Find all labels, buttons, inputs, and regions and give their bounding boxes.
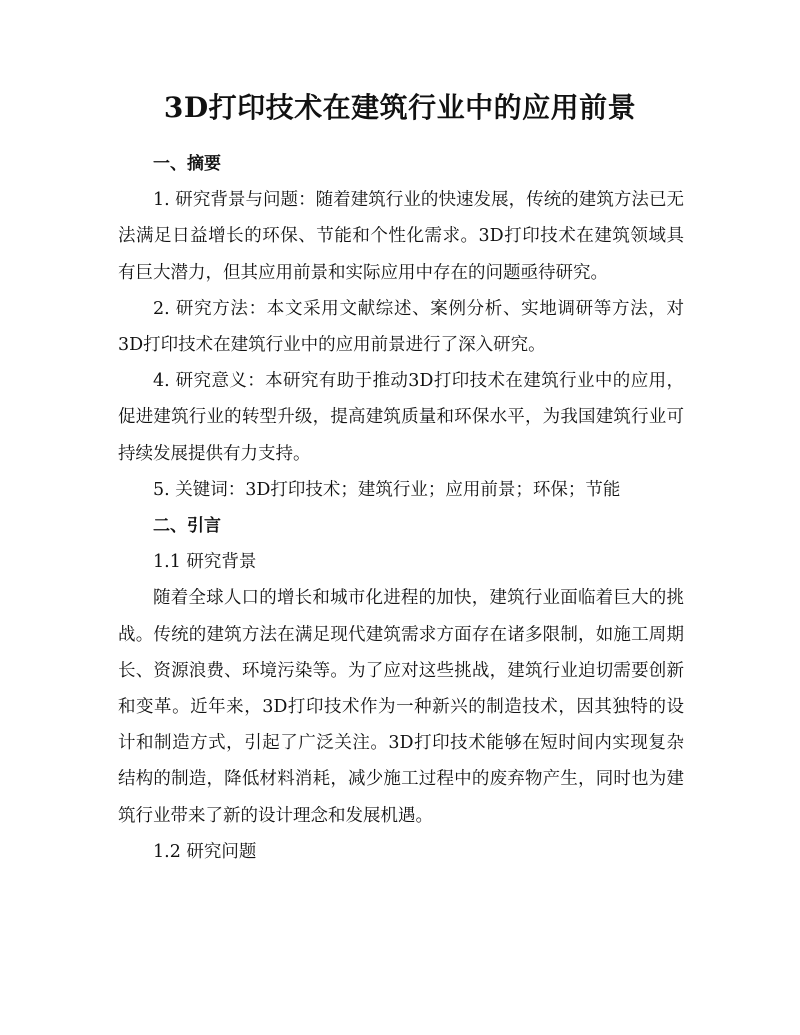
abstract-paragraph-significance: 4. 研究意义：本研究有助于推动3D打印技术在建筑行业中的应用，促进建筑行业的转型升级，提高建筑质量和环保水平，为我国建筑行业可持续发展提供有力支持。: [118, 371, 684, 464]
section-heading-abstract: 一、摘要: [153, 154, 221, 174]
abstract-paragraph-method: 2. 研究方法：本文采用文献综述、案例分析、实地调研等方法，对3D打印技术在建筑行业中的应用前景进行了深入研究。: [118, 298, 684, 356]
subsection-heading-research-question: 1.2 研究问题: [153, 841, 257, 862]
document-body: [118, 146, 684, 870]
subsection-heading-background: 1.1 研究背景: [153, 552, 257, 573]
abstract-paragraph-background: 1. 研究背景与问题：随着建筑行业的快速发展，传统的建筑方法已无法满足日益增长的环保、节能和个性化需求。3D打印技术在建筑领域具有巨大潜力，但其应用前景和实际应用中存在的问题亟待研究。: [118, 190, 684, 283]
intro-paragraph-background: 随着全球人口的增长和城市化进程的加快，建筑行业面临着巨大的挑战。传统的建筑方法在满足现代建筑需求方面存在诸多限制，如施工周期长、资源浪费、环境污染等。为了应对这些挑战，建筑行业迫切需要创新和变革。近年来，3D打印技术作为一种新兴的制造技术，因其独特的设计和制造方式，引起了广泛关注。3D打印技术能够在短时间内实现复杂结构的制造，降低材料消耗，减少施工过程中的废弃物产生，同时也为建筑行业带来了新的设计理念和发展机遇。: [118, 588, 684, 826]
abstract-paragraph-keywords: 5. 关键词：3D打印技术；建筑行业；应用前景；环保；节能: [153, 479, 621, 500]
section-heading-intro: 二、引言: [153, 516, 221, 537]
document-title: 3D打印技术在建筑行业中的应用前景: [163, 91, 637, 124]
